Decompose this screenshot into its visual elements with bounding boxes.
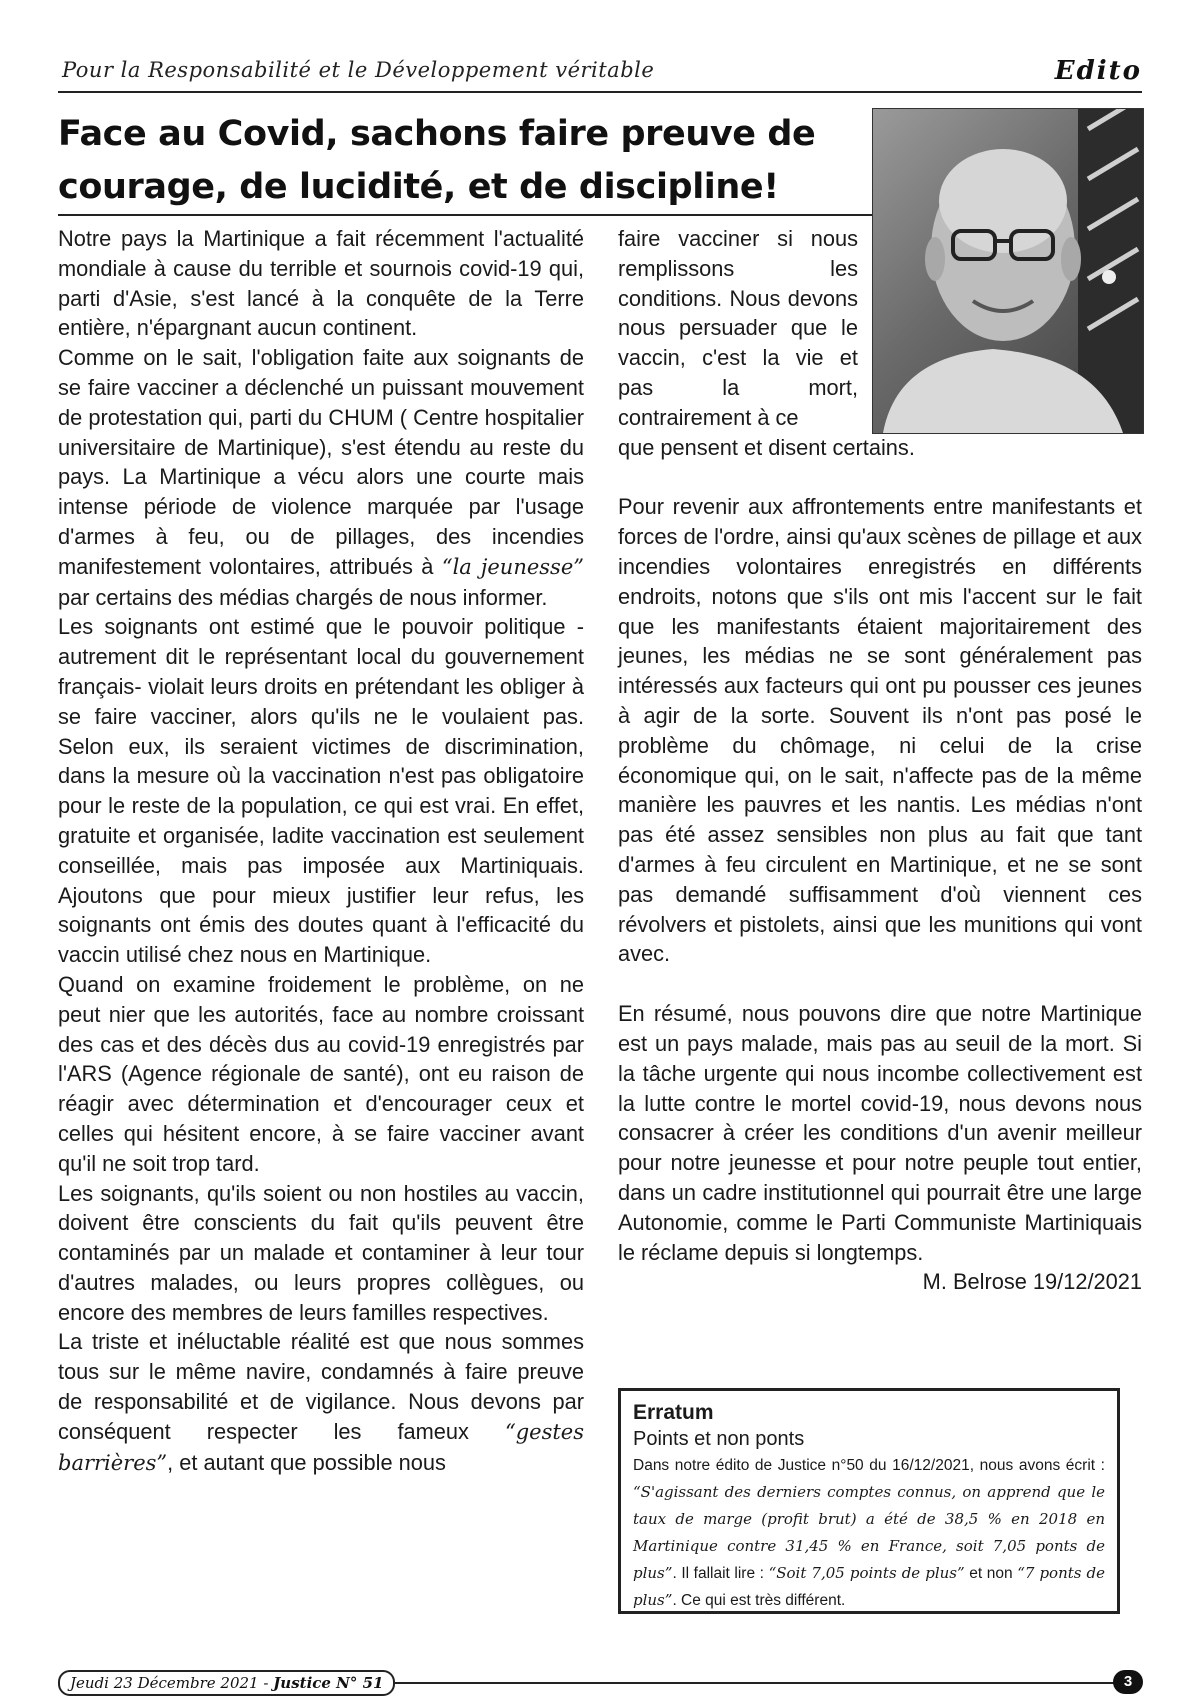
paragraph: faire vacciner si nous remplissons les conditions. Nous devons nous persuader que le vaccin, c'est la vie et pas la mort, contrairement à ce (618, 226, 858, 430)
quote-gestes-barrieres: “gestes barrières” (58, 1419, 584, 1475)
paragraph (58, 1327, 584, 1478)
author-signature: M. Belrose 19/12/2021 (922, 1269, 1142, 1295)
paragraph: que pensent et disent certains. (618, 434, 915, 460)
article-column-right (618, 224, 1142, 1297)
footer-issue-info (58, 1670, 395, 1696)
paragraph: Notre pays la Martinique a fait récemment l'actualité mondiale à cause du terrible et sournois covid-19 qui, parti d'Asie, s'est lancé à la conquête de la Terre entière, n'épargnant aucun continent. (58, 226, 584, 341)
erratum-intro: Dans notre édito de Justice n°50 du 16/12/2021, nous avons écrit : (633, 1457, 1105, 1474)
article-title: Face au Covid, sachons faire preuve de courage, de lucidité, et de discipline! (58, 114, 816, 208)
paragraph: En résumé, nous pouvons dire que notre Martinique est un pays malade, mais pas au seuil de la mort. Si la tâche urgente qui nous incombe collectivement est la lutte contre le mortel covid-19, nous devons nous consacrer à créer les conditions d'un avenir meilleur pour notre jeunesse et pour notre peuple tout entier, dans un cadre institutionnel qui pourrait être une large Autonomie, comme le Parti Communiste Martiniquais le réclame depuis si longtemps. (618, 1001, 1142, 1265)
paragraph: Les soignants ont estimé que le pouvoir politique -autrement dit le représentant local du gouvernement français- violait leurs droits en prétendant les obliger à se faire vacciner, alors qu'ils ne le voulaient pas. Selon eux, ils seraient victimes de discrimination, dans la mesure où la vaccination n'est pas obligatoire pour le reste de la population, ce qui est vrai. En effet, gratuite et organisée, ladite vaccination est seulement conseillée, mais pas imposée aux Martiniquais. Ajoutons que pour mieux justifier leur refus, les soignants ont émis des doutes quant à l'efficacité du vaccin utilisé chez nous en Martinique. (58, 614, 584, 968)
erratum-quote-original: “S'agissant des derniers comptes connus, on apprend que le taux de marge (profit brut) a été de 38,5 % en 2018 en Martinique contre 31,45 % en France, soit 7,05 ponts de plus” (633, 1483, 1105, 1582)
paragraph: Les soignants, qu'ils soient ou non hostiles au vaccin, doivent être conscients du fait qu'ils peuvent être contaminés par un malade et contaminer à leur tour d'autres malades, ou leurs propres collègues, ou encore des membres de leurs familles respectives. (58, 1180, 584, 1325)
erratum-end: . Ce qui est très différent. (672, 1592, 846, 1609)
header-slogan: Pour la Responsabilité et le Développement véritable (62, 58, 655, 82)
erratum-quote-wrong: “7 ponts de plus” (633, 1564, 1105, 1609)
header-rule (58, 91, 1142, 93)
erratum-and-not: et non (964, 1565, 1018, 1582)
paragraph: Quand on examine froidement le problème, on ne peut nier que les autorités, face au nombre croissant des cas et des décès dus au covid-19 enregistrés par l'ARS (Agence régionale de santé), ont eu raison de réagir avec détermination et d'encourager ceux et celles qui hésitent encore, à se faire vacciner avant qu'il ne soit trop tard. (58, 971, 584, 1176)
erratum-quote-correct: “Soit 7,05 points de plus” (768, 1564, 965, 1582)
quote-la-jeunesse: “la jeunesse” (441, 554, 584, 579)
erratum-heading: Erratum (633, 1401, 714, 1424)
footer-issue: Justice N° 51 (273, 1674, 384, 1692)
paragraph-text: par certains des médias chargés de nous informer. (58, 584, 548, 610)
title-rule (58, 214, 872, 216)
paragraph-text: Comme on le sait, l'obligation faite aux soignants de se faire vacciner a déclenché un puissant mouvement de protestation qui, parti du CHUM ( Centre hospitalier universitaire de Martinique), s'est étendu au reste du pays. La Martinique a vécu alors une courte mais intense période de violence marquée par l'usage d'armes à feu, ou de pillages, des incendies manifestement volontaires, attribués à (58, 345, 584, 579)
erratum-box (618, 1388, 1120, 1614)
paragraph (58, 343, 584, 612)
paragraph-text: La triste et inéluctable réalité est que nous sommes tous sur le même navire, condamnés à faire preuve de responsabilité et de vigilance. Nous devons par conséquent respecter les fameux (58, 1329, 584, 1444)
footer-date: Jeudi 23 Décembre 2021 - (70, 1674, 274, 1692)
section-label: Edito (1054, 56, 1142, 86)
erratum-mid: . Il fallait lire : (672, 1565, 769, 1582)
paragraph-text: , et autant que possible nous (167, 1449, 446, 1475)
erratum-subheading: Points et non ponts (633, 1428, 805, 1450)
paragraph: Pour revenir aux affrontements entre manifestants et forces de l'ordre, ainsi qu'aux scènes de pillage et aux incendies volontaires enregistrés en différents endroits, notons que s'ils ont mis l'accent sur le fait que les manifestants étaient majoritairement des jeunes, les médias ne se sont généralement pas intéressés aux facteurs qui ont pu pousser ces jeunes à agir de la sorte. Souvent ils n'ont pas posé le problème du chômage, ni celui de la crise économique qui, on le sait, n'affecte pas de la même manière les pauvres et les nantis. Les médias n'ont pas été assez sensibles non plus au fait que tant d'armes à feu circulent en Martinique, et ne se sont pas demandé suffisamment d'où viennent ces révolvers et pistolets, ainsi que les munitions qui vont avec. (618, 494, 1142, 967)
paragraph-gap (618, 462, 1142, 492)
erratum-text (633, 1452, 1105, 1614)
paragraph-gap (618, 969, 1142, 999)
page-number: 3 (1113, 1670, 1143, 1694)
article-column-left (58, 224, 584, 1478)
